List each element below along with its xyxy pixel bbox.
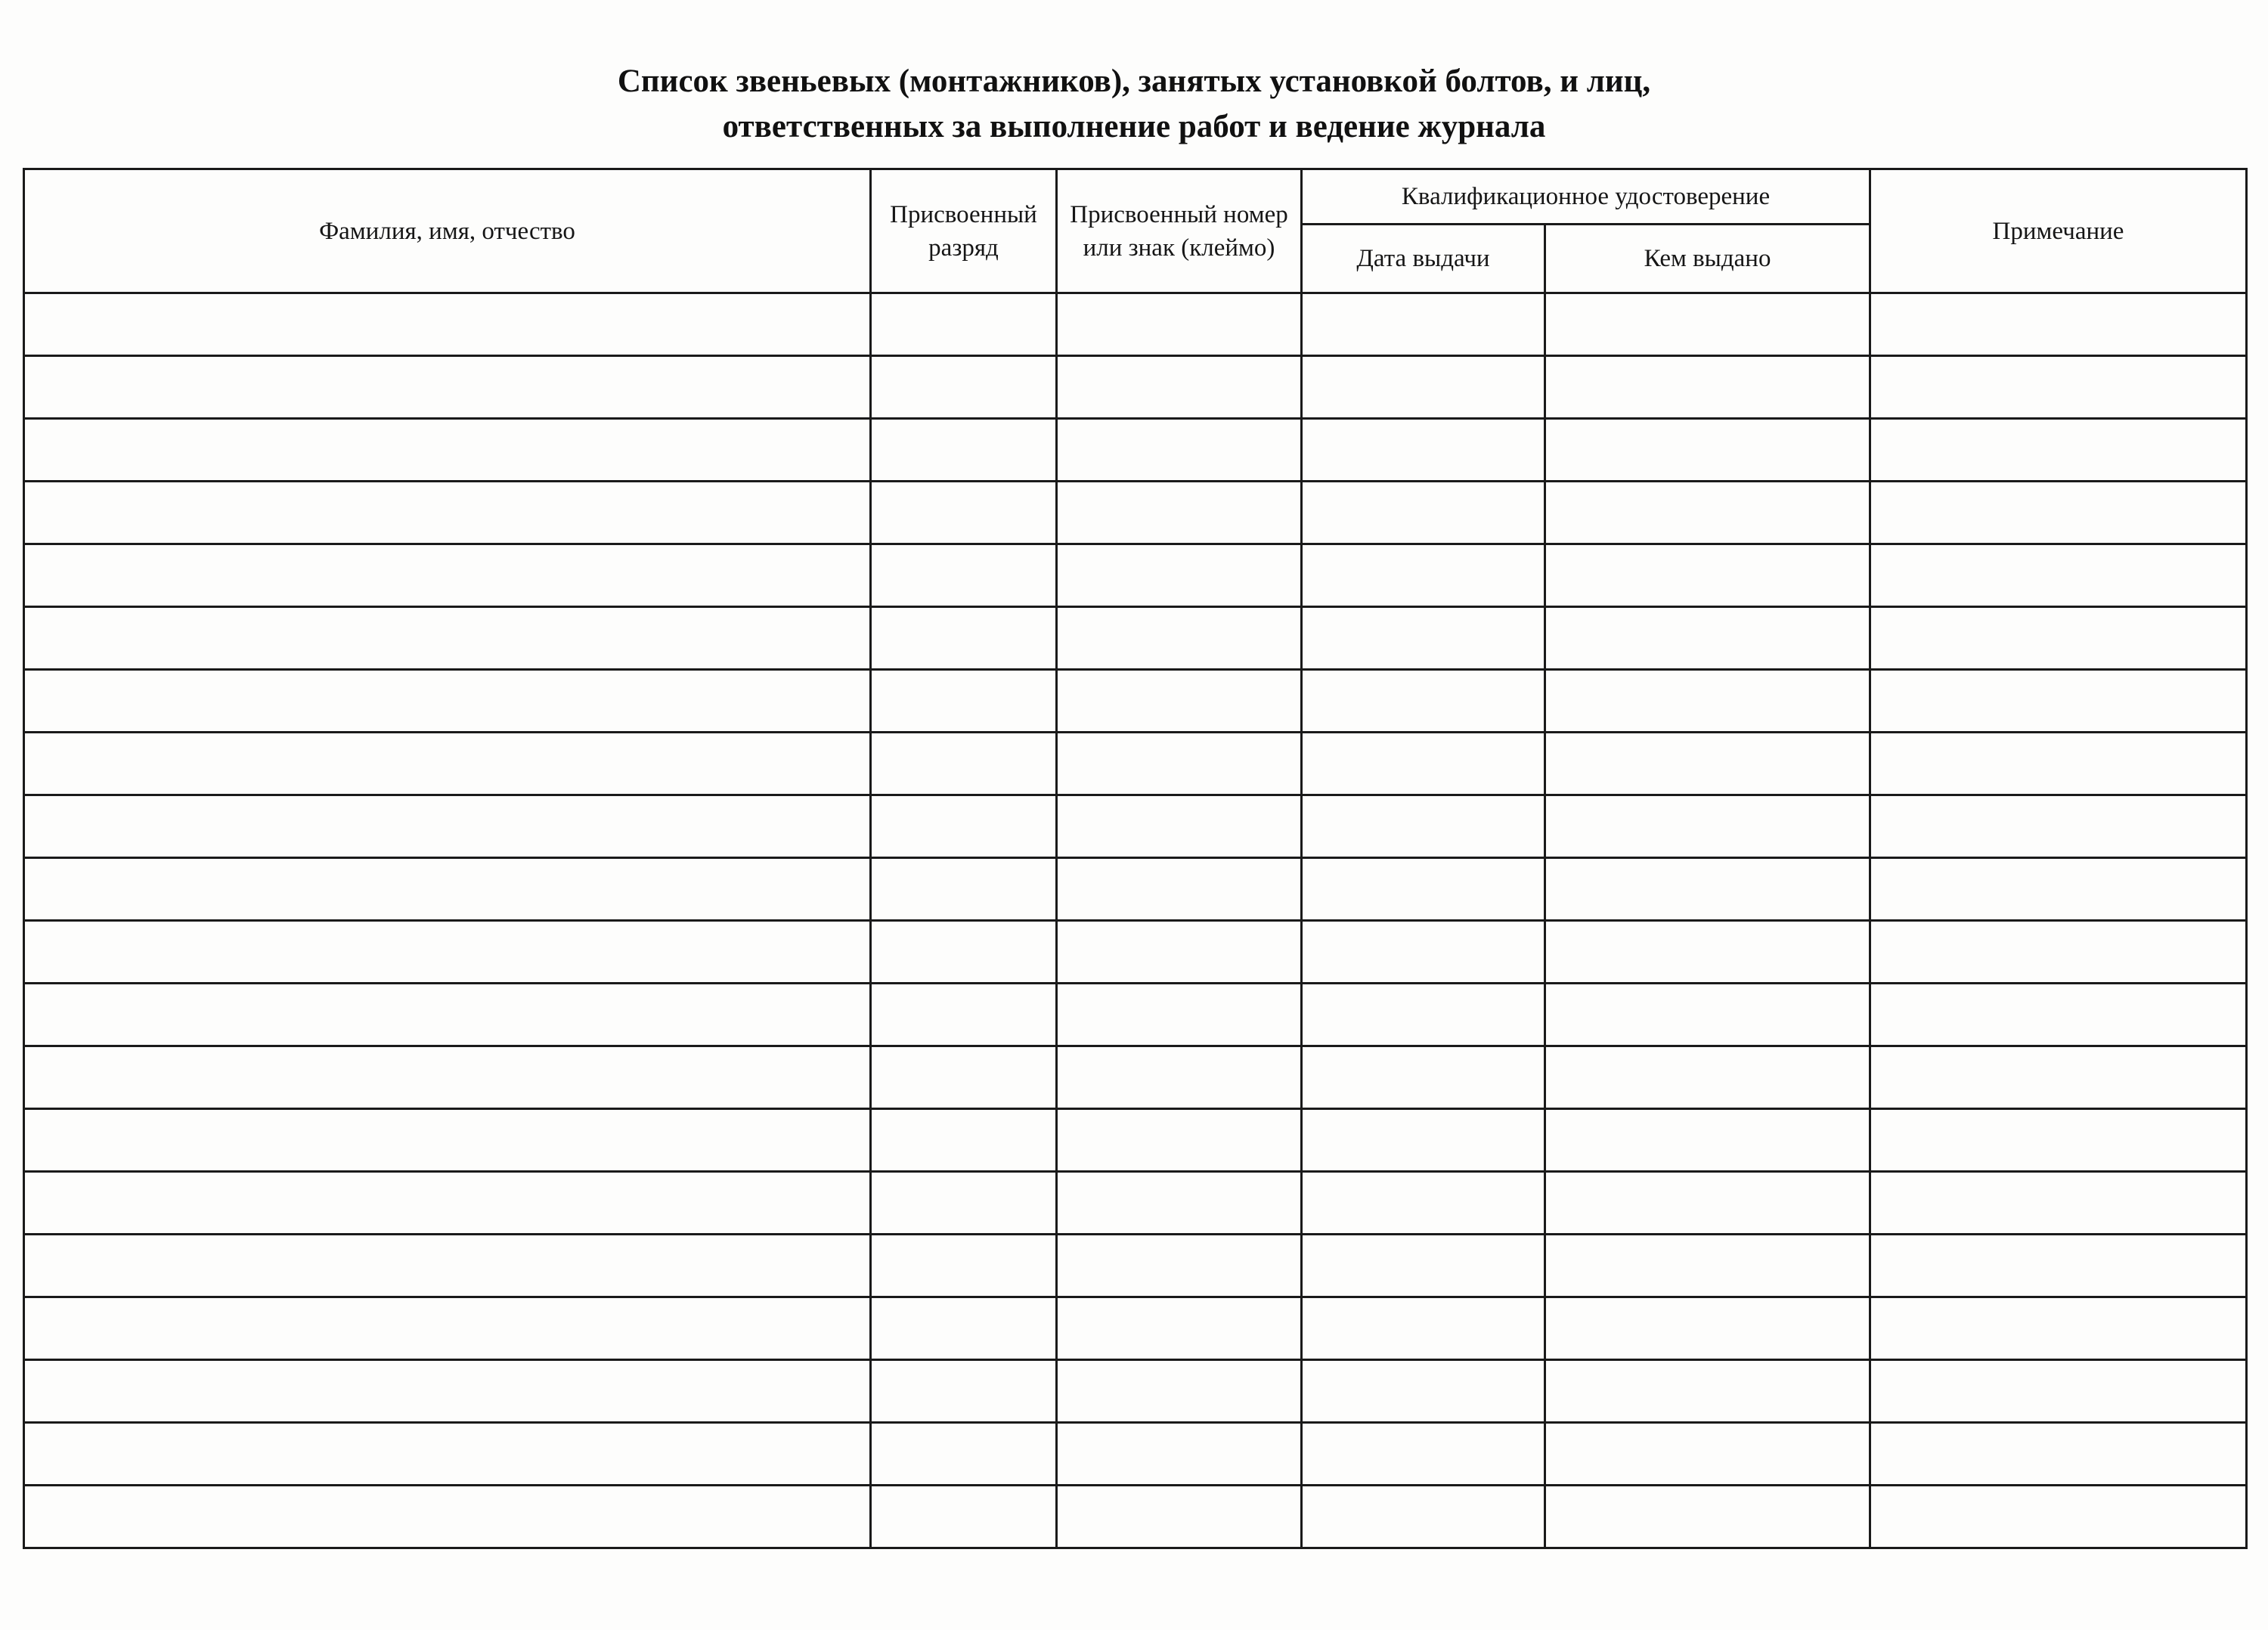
cell-grade[interactable]: [871, 795, 1057, 858]
cell-grade[interactable]: [871, 1360, 1057, 1423]
header-qualification-certificate: Квалификационное удостоверение: [1302, 169, 1870, 225]
cell-number-or-mark[interactable]: [1057, 356, 1302, 419]
cell-number-or-mark[interactable]: [1057, 1360, 1302, 1423]
cell-number-or-mark[interactable]: [1057, 858, 1302, 921]
cell-issued-by[interactable]: [1545, 984, 1870, 1046]
cell-number-or-mark[interactable]: [1057, 733, 1302, 795]
cell-note[interactable]: [1870, 482, 2247, 544]
header-grade: Присвоенный разряд: [871, 169, 1057, 293]
cell-full-name[interactable]: [24, 733, 871, 795]
cell-note[interactable]: [1870, 1486, 2247, 1548]
cell-grade[interactable]: [871, 1486, 1057, 1548]
cell-note[interactable]: [1870, 607, 2247, 670]
cell-issued-by[interactable]: [1545, 733, 1870, 795]
cell-issued-by[interactable]: [1545, 1109, 1870, 1172]
cell-issued-by[interactable]: [1545, 1423, 1870, 1486]
cell-issued-by[interactable]: [1545, 1172, 1870, 1235]
cell-note[interactable]: [1870, 544, 2247, 607]
cell-number-or-mark[interactable]: [1057, 1109, 1302, 1172]
table-row: [24, 1109, 2247, 1172]
table-row: [24, 795, 2247, 858]
cell-grade[interactable]: [871, 1046, 1057, 1109]
cell-issue-date[interactable]: [1302, 482, 1545, 544]
cell-issue-date[interactable]: [1302, 1235, 1545, 1297]
cell-grade[interactable]: [871, 733, 1057, 795]
cell-full-name[interactable]: [24, 984, 871, 1046]
cell-grade[interactable]: [871, 293, 1057, 356]
cell-issue-date[interactable]: [1302, 1109, 1545, 1172]
cell-issue-date[interactable]: [1302, 607, 1545, 670]
cell-number-or-mark[interactable]: [1057, 921, 1302, 984]
table-row: [24, 670, 2247, 733]
table-row: [24, 858, 2247, 921]
cell-number-or-mark[interactable]: [1057, 482, 1302, 544]
cell-issue-date[interactable]: [1302, 544, 1545, 607]
cell-number-or-mark[interactable]: [1057, 1172, 1302, 1235]
table-row: [24, 1486, 2247, 1548]
cell-note[interactable]: [1870, 293, 2247, 356]
cell-number-or-mark[interactable]: [1057, 1046, 1302, 1109]
table-row: [24, 1423, 2247, 1486]
cell-number-or-mark[interactable]: [1057, 984, 1302, 1046]
cell-note[interactable]: [1870, 1235, 2247, 1297]
page-title: [0, 59, 2268, 150]
table-row: [24, 1360, 2247, 1423]
cell-issue-date[interactable]: [1302, 1297, 1545, 1360]
table-body: [24, 293, 2247, 1548]
header-issue-date: Дата выдачи: [1302, 225, 1545, 293]
cell-full-name[interactable]: [24, 1109, 871, 1172]
cell-full-name[interactable]: [24, 293, 871, 356]
cell-grade[interactable]: [871, 482, 1057, 544]
cell-issued-by[interactable]: [1545, 293, 1870, 356]
cell-issued-by[interactable]: [1545, 356, 1870, 419]
table-row: [24, 482, 2247, 544]
cell-issued-by[interactable]: [1545, 419, 1870, 482]
cell-note[interactable]: [1870, 858, 2247, 921]
table-row: [24, 356, 2247, 419]
cell-grade[interactable]: [871, 670, 1057, 733]
table-row: [24, 733, 2247, 795]
cell-number-or-mark[interactable]: [1057, 1235, 1302, 1297]
cell-full-name[interactable]: [24, 1360, 871, 1423]
cell-full-name[interactable]: [24, 1235, 871, 1297]
cell-grade[interactable]: [871, 356, 1057, 419]
table-row: [24, 1235, 2247, 1297]
table-row: [24, 544, 2247, 607]
cell-note[interactable]: [1870, 795, 2247, 858]
cell-full-name[interactable]: [24, 356, 871, 419]
cell-issue-date[interactable]: [1302, 1172, 1545, 1235]
cell-issue-date[interactable]: [1302, 1423, 1545, 1486]
table-row: [24, 1297, 2247, 1360]
cell-issue-date[interactable]: [1302, 858, 1545, 921]
cell-number-or-mark[interactable]: [1057, 795, 1302, 858]
cell-note[interactable]: [1870, 984, 2247, 1046]
cell-number-or-mark[interactable]: [1057, 1486, 1302, 1548]
cell-issued-by[interactable]: [1545, 607, 1870, 670]
cell-full-name[interactable]: [24, 1297, 871, 1360]
cell-issue-date[interactable]: [1302, 795, 1545, 858]
cell-issued-by[interactable]: [1545, 1486, 1870, 1548]
table-row: [24, 607, 2247, 670]
cell-note[interactable]: [1870, 921, 2247, 984]
title-line-1: Список звеньевых (монтажников), занятых установкой болтов, и лиц,: [617, 64, 1651, 99]
cell-issued-by[interactable]: [1545, 670, 1870, 733]
cell-number-or-mark[interactable]: [1057, 544, 1302, 607]
cell-number-or-mark[interactable]: [1057, 1297, 1302, 1360]
table-row: [24, 1172, 2247, 1235]
cell-issued-by[interactable]: [1545, 1360, 1870, 1423]
cell-full-name[interactable]: [24, 544, 871, 607]
header-row-top: [24, 169, 2247, 225]
cell-number-or-mark[interactable]: [1057, 419, 1302, 482]
cell-grade[interactable]: [871, 1109, 1057, 1172]
cell-issued-by[interactable]: [1545, 858, 1870, 921]
cell-issue-date[interactable]: [1302, 921, 1545, 984]
cell-full-name[interactable]: [24, 1486, 871, 1548]
cell-grade[interactable]: [871, 1172, 1057, 1235]
cell-grade[interactable]: [871, 1235, 1057, 1297]
cell-number-or-mark[interactable]: [1057, 1423, 1302, 1486]
cell-issued-by[interactable]: [1545, 1046, 1870, 1109]
cell-issue-date[interactable]: [1302, 984, 1545, 1046]
cell-grade[interactable]: [871, 544, 1057, 607]
cell-full-name[interactable]: [24, 419, 871, 482]
cell-number-or-mark[interactable]: [1057, 293, 1302, 356]
personnel-table: [23, 168, 2248, 1549]
cell-grade[interactable]: [871, 921, 1057, 984]
cell-note[interactable]: [1870, 670, 2247, 733]
cell-grade[interactable]: [871, 984, 1057, 1046]
cell-number-or-mark[interactable]: [1057, 607, 1302, 670]
cell-full-name[interactable]: [24, 607, 871, 670]
cell-issue-date[interactable]: [1302, 356, 1545, 419]
header-note: Примечание: [1870, 169, 2247, 293]
cell-grade[interactable]: [871, 858, 1057, 921]
table-row: [24, 419, 2247, 482]
table-row: [24, 1046, 2247, 1109]
cell-full-name[interactable]: [24, 1172, 871, 1235]
header-full-name: Фамилия, имя, отчество: [24, 169, 871, 293]
cell-issue-date[interactable]: [1302, 670, 1545, 733]
cell-issued-by[interactable]: [1545, 1235, 1870, 1297]
table-row: [24, 984, 2247, 1046]
cell-issue-date[interactable]: [1302, 733, 1545, 795]
cell-note[interactable]: [1870, 1297, 2247, 1360]
cell-issued-by[interactable]: [1545, 544, 1870, 607]
cell-note[interactable]: [1870, 733, 2247, 795]
cell-issue-date[interactable]: [1302, 1486, 1545, 1548]
cell-full-name[interactable]: [24, 1423, 871, 1486]
table-row: [24, 293, 2247, 356]
header-issued-by: Кем выдано: [1545, 225, 1870, 293]
cell-full-name[interactable]: [24, 482, 871, 544]
cell-note[interactable]: [1870, 1360, 2247, 1423]
cell-issue-date[interactable]: [1302, 419, 1545, 482]
cell-full-name[interactable]: [24, 670, 871, 733]
cell-issued-by[interactable]: [1545, 1297, 1870, 1360]
cell-issue-date[interactable]: [1302, 1360, 1545, 1423]
cell-note[interactable]: [1870, 1172, 2247, 1235]
cell-issued-by[interactable]: [1545, 795, 1870, 858]
cell-full-name[interactable]: [24, 1046, 871, 1109]
cell-grade[interactable]: [871, 1423, 1057, 1486]
cell-issue-date[interactable]: [1302, 1046, 1545, 1109]
cell-full-name[interactable]: [24, 858, 871, 921]
cell-note[interactable]: [1870, 419, 2247, 482]
cell-grade[interactable]: [871, 1297, 1057, 1360]
cell-number-or-mark[interactable]: [1057, 670, 1302, 733]
table-row: [24, 921, 2247, 984]
cell-grade[interactable]: [871, 607, 1057, 670]
cell-grade[interactable]: [871, 419, 1057, 482]
cell-note[interactable]: [1870, 1423, 2247, 1486]
cell-issued-by[interactable]: [1545, 482, 1870, 544]
header-number-or-mark: Присвоенный номер или знак (клеймо): [1057, 169, 1302, 293]
cell-note[interactable]: [1870, 356, 2247, 419]
cell-note[interactable]: [1870, 1046, 2247, 1109]
cell-full-name[interactable]: [24, 795, 871, 858]
cell-full-name[interactable]: [24, 921, 871, 984]
cell-note[interactable]: [1870, 1109, 2247, 1172]
cell-issue-date[interactable]: [1302, 293, 1545, 356]
cell-issued-by[interactable]: [1545, 921, 1870, 984]
title-line-2: ответственных за выполнение работ и ведение журнала: [722, 109, 1546, 144]
table-header: [24, 169, 2247, 293]
